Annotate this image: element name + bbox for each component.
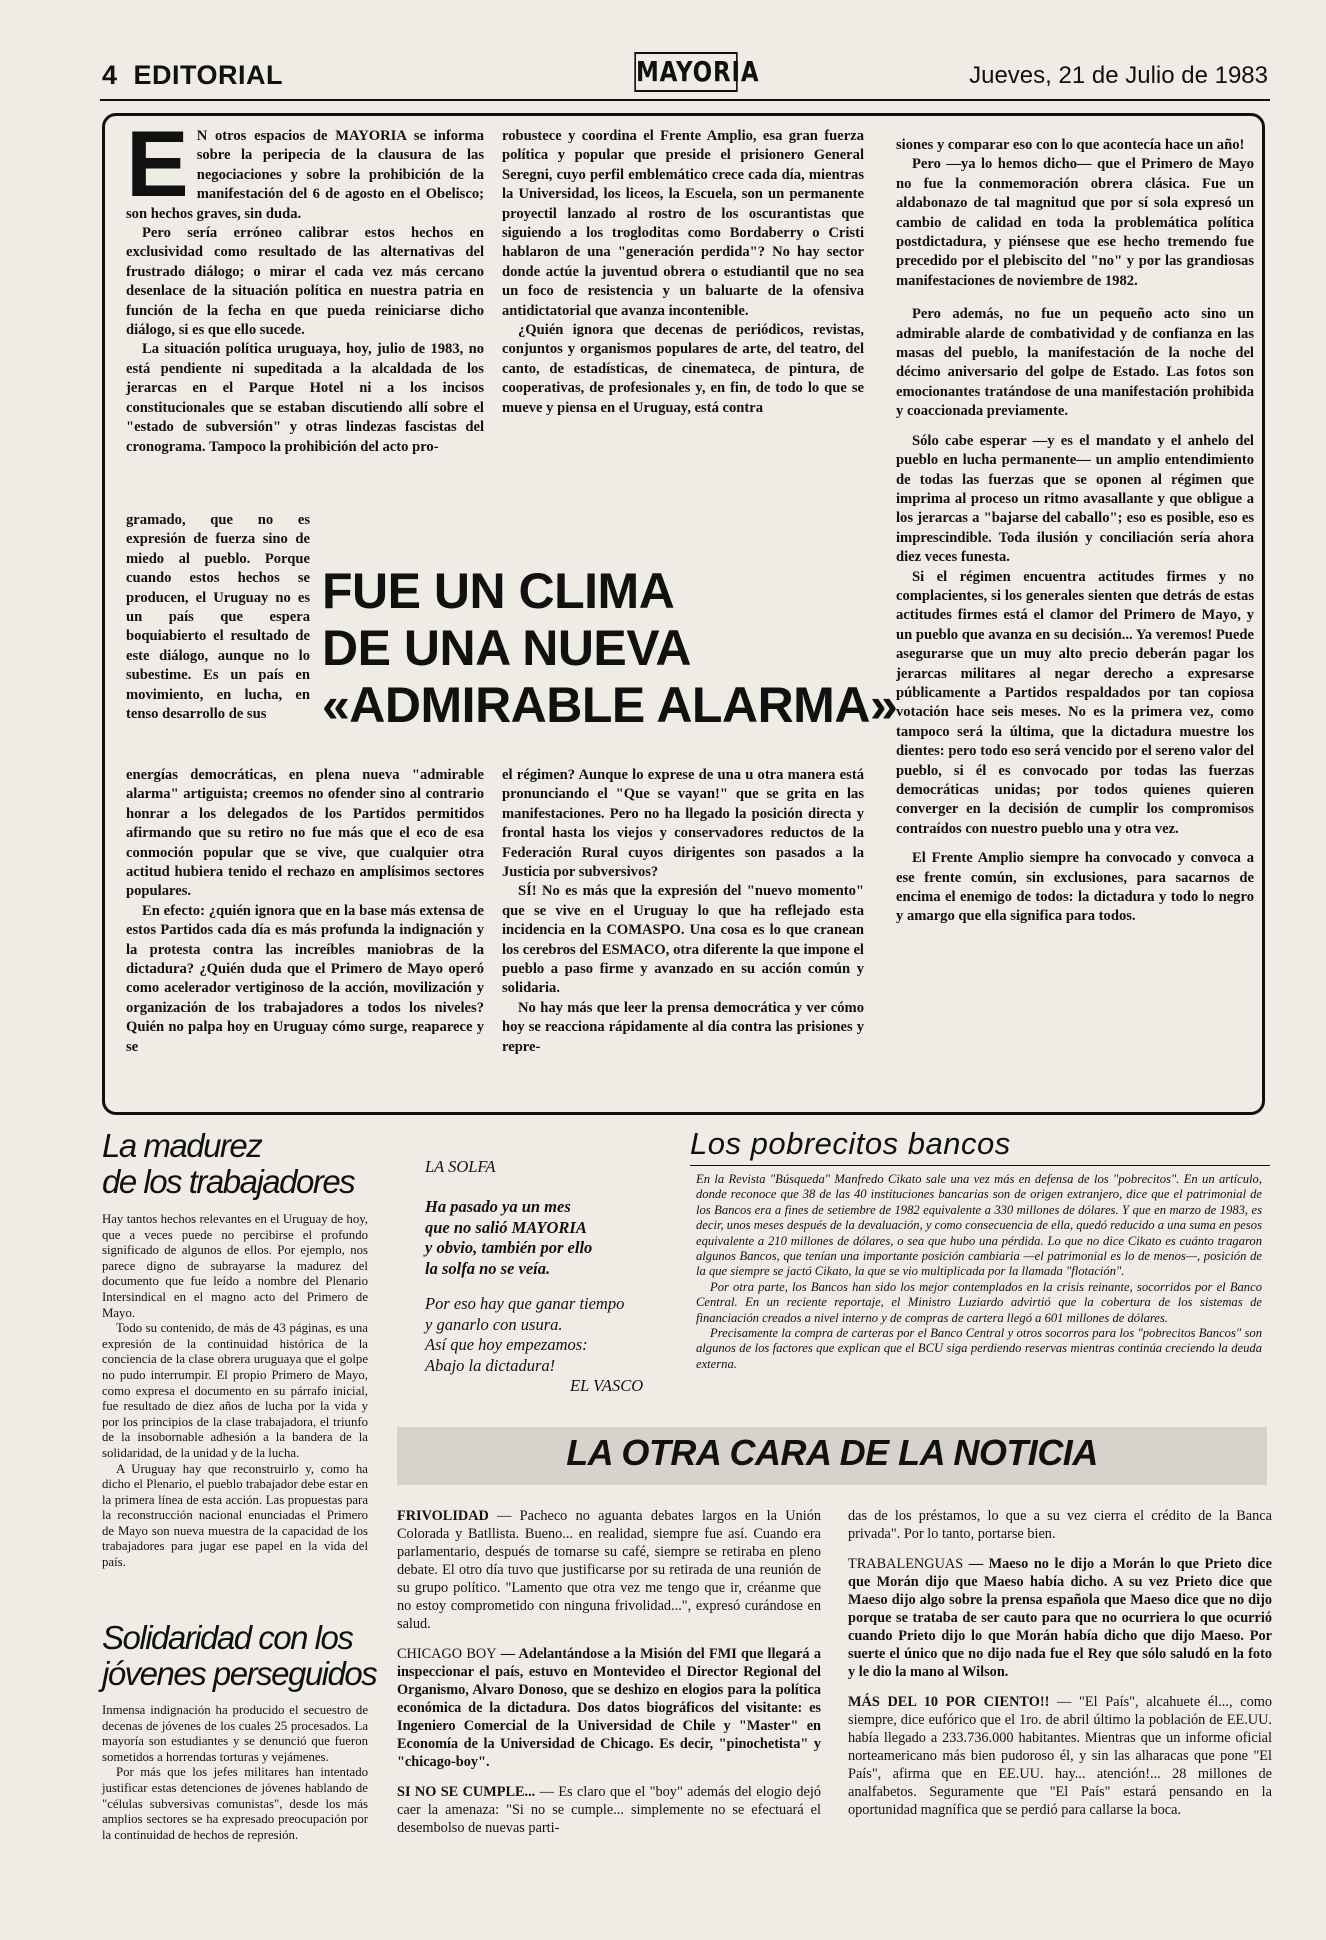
- editorial-paragraph: N otros espacios de MAYORIA se informa sobre la peripecia de la clausura de las negociaciones y sobre la prohibición de la manifestación del 6 de agosto en el Obelisco; son hechos graves, sin duda.: [126, 128, 484, 222]
- bancos-text: [696, 1172, 1262, 1372]
- solidaridad-title: [102, 1620, 376, 1692]
- article-paragraph: Todo su contenido, de más de 43 páginas, es una expresión de la continuidad histórica de la conciencia de la clase obrera uruguaya que el golpe no pudo interrumpir. El propio Primero de Mayo, como expresa el documento en su párrafo inicial, fue resultado de diez años de lucha por la vida y por los principios de la clase trabajadora, el triunfo de la insobornable adhesión a la bandera de la solidaridad, de la unidad y de la lucha.: [102, 1321, 368, 1460]
- editorial-col1-narrow: [126, 511, 310, 724]
- poem-line: Abajo la dictadura!: [425, 1355, 556, 1375]
- title-line: La madurez: [102, 1127, 262, 1164]
- poem-line: y ganarlo con usura.: [425, 1314, 563, 1334]
- editorial-paragraph: robustece y coordina el Frente Amplio, esa gran fuerza política y popular que preside el prisionero General Seregni, cuyo perfil emblemático crece cada día, mientras la Universidad, los liceos, la Escuela, son un permanente proyectil lanzado al rostro de los oscurantistas que siguiendo a los trogloditas como Bordaberry o Cristi hablaron de una "generación perdida"? No hay sector donde actúe la juventud obrera o estudiantil que no sea un foco de resistencia y un baluarte de la ofensiva antidictatorial que avanza incontenible.: [502, 128, 864, 319]
- headline-line: DE UNA NUEVA: [322, 620, 692, 676]
- editorial-paragraph: Sólo cabe esperar —y es el mandato y el anhelo del pueblo en lucha permanente— un amplio entendimiento de todas las fuerzas que se oponen al régimen que imprima al proceso un ritmo avasallante y que obligue a los jerarcas a "bajarse del caballo"; eso es posible, eso es imprescindible. Toda ilusión y conciliación sería ahora diez veces funesta.: [896, 432, 1254, 566]
- editorial-paragraph: ¿Quién ignora que decenas de periódicos, revistas, conjuntos y organismos populares de arte, del teatro, del canto, de estadísticas, de cinemateca, de pintura, de cooperativas, de profesionales y, en fin, de todo lo que se mueve y piensa en el Uruguay, está contra: [502, 322, 864, 416]
- editorial-paragraph: gramado, que no es expresión de fuerza sino de miedo al pueblo. Porque cuando estos hechos se producen, el Uruguay no es un país que espera boquiabierto el resultado de este diálogo, aunque no lo subestime. Es un país en movimiento, en lucha, en tenso desarrollo de sus: [126, 512, 310, 723]
- item-text: — Maeso no le dijo a Morán lo que Prieto dice que Morán dijo que Maeso había dicho. A su vez Prieto dice que Maeso dijo algo sobre la prensa española que Maeso dice que no dijo porque se trataba de ser cauto para que no ocurriera lo que ocurrió cuando Prieto dijo lo que Morán había dicho que dijo Maeso. Por suerte el único que no dijo nada fue el Rey que sólo saludó en la foto y le dio la mano al Wilson.: [848, 1556, 1272, 1680]
- article-paragraph: Inmensa indignación ha producido el secuestro de decenas de jóvenes de los cuales 25 procesados. La mayoría son estudiantes y se denunció que fueron sometidos a horrendas torturas y vejámenes.: [102, 1703, 368, 1764]
- item-keyword: CHICAGO BOY: [397, 1646, 497, 1662]
- news-item-frivolidad: [397, 1507, 821, 1633]
- solidaridad-text: [102, 1703, 368, 1843]
- editorial-paragraph: Pero además, no fue un pequeño acto sino un admirable alarde de combatividad y de confianza en las masas del pueblo, la manifestación de la noche del décimo aniversario del golpe de Estado. Las fotos son emocionantes tratándose de una manifestación prohibida y coaccionada previamente.: [896, 306, 1254, 420]
- item-text: — Es claro que el "boy" además del elogio dejó caer la amenaza: "Si no se cumple... simplemente no se efectuará el desembolso de nuevas parti-: [397, 1784, 821, 1836]
- editorial-paragraph: El Frente Amplio siempre ha convocado y convoca a ese frente común, sin exclusiones, para sacarnos de encima el enemigo de todos: la dictadura y todo lo negro y amargo que ella significa para todos.: [896, 850, 1254, 925]
- solfa-stanza-1: [425, 1197, 592, 1279]
- editorial-paragraph: En efecto: ¿quién ignora que en la base más extensa de estos Partidos cada día es más profunda la indignación y la protesta contra las increíbles maniobras de la dictadura? ¿Quién duda que el Primero de Mayo operó como acelerador vertiginoso de la acción, movilización y organización de los trabajadores a todos los niveles? Quién no palpa hoy en Uruguay cómo surge, reaparece y se: [126, 902, 484, 1055]
- news-item-cumple: [397, 1783, 821, 1837]
- otra-cara-banner: LA OTRA CARA DE LA NOTICIA: [566, 1432, 1098, 1473]
- item-keyword: MÁS DEL 10 POR CIENTO!!: [848, 1694, 1050, 1710]
- solfa-title: LA SOLFA: [425, 1157, 496, 1176]
- editorial-paragraph: siones y comparar eso con lo que acontecía hace un año!: [896, 137, 1245, 153]
- issue-date: Jueves, 21 de Julio de 1983: [969, 62, 1268, 89]
- article-paragraph: En la Revista "Búsqueda" Manfredo Cikato sale una vez más en defensa de los "pobrecitos". En un artículo, donde reconoce que 38 de las 40 instituciones bancarias son de origen extranjero, dice que el patrimonial de los Bancos era a fines de setiembre de 1982 equivalente a 330 millones de dólares. Y que en marzo de 1983, es decir, unos meses después de la devaluación, y como consecuencia de ella, quedó reducido a una suma en pesos equivalente a 210 millones de dólares, o sea que hubo una pérdida. Lo que no dice Cikato es cuánto tragaron algunos Bancos, que tenían una importante posición cambiaria —el patrimonial es lo de menos—, posición de la que siempre se jactó Cikato, la que se vio multiplicada por la llamada "flotación".: [696, 1172, 1262, 1279]
- poem-line: Así que hoy empezamos:: [425, 1335, 588, 1354]
- headline-line: FUE UN CLIMA: [322, 563, 675, 619]
- editorial-paragraph: el régimen? Aunque lo exprese de una u otra manera está pronunciando el "Que se vayan!" que se grita en las manifestaciones. Pero no ha llegado la posición directa y frontal hasta los viejos y conservadores reductos de la Federación Rural cuyos dirigentes son pasados a la Justicia por subversivos?: [502, 767, 864, 881]
- headline-line: «ADMIRABLE ALARMA»: [322, 677, 898, 733]
- otra-cara-col1: [397, 1507, 821, 1849]
- editorial-col1-top: [126, 111, 484, 457]
- editorial-col2-bottom: [502, 766, 864, 1057]
- madurez-text: [102, 1212, 368, 1571]
- poem-line: y obvio, también por ello: [425, 1238, 593, 1257]
- item-keyword: SI NO SE CUMPLE...: [397, 1784, 536, 1800]
- item-text: — Pacheco no aguanta debates largos en la Unión Colorada y Batllista. Bueno... en realidad, siempre fue así. Cuando era parlamentario, después de tomarse su café, siempre se retiraba en pleno debate. El otro día tuvo que justificarse por su retirada de una reunión de su grupo político. "Lamento que otra vez me tengo que ir, créanme que no estoy comprometido con ninguna frivolidad...", expresó curándose en salud.: [397, 1508, 821, 1632]
- madurez-title: [102, 1128, 354, 1200]
- editorial-paragraph: Pero sería erróneo calibrar estos hechos en exclusividad como resultado de las alternativas del frustrado diálogo; o mirar el cada vez más cercano desenlace de la situación política en nuestra patria en función de la fecha en que pueda reiniciarse dicho diálogo, si es que ello sucede.: [126, 225, 484, 339]
- editorial-headline: [322, 563, 897, 734]
- article-paragraph: Precisamente la compra de carteras por el Banco Central y otros socorros para los "pobrecitos Bancos" son algunos de los factores que explican que el BCU siga perdiendo reservas mientras continúa creciendo la deuda externa.: [696, 1326, 1262, 1371]
- otra-cara-col2: [848, 1507, 1272, 1831]
- article-paragraph: Hay tantos hechos relevantes en el Uruguay de hoy, que a veces puede no percibirse el profundo significado de algunos de ellos. Por ejemplo, nos parece digno de subrayarse la madurez del documento que fue leído a nombre del Plenario Intersindical en el magno acto del Primero de Mayo.: [102, 1212, 368, 1320]
- editorial-col1-bottom: [126, 766, 484, 1057]
- article-paragraph: Por más que los jefes militares han intentado justificar estas detenciones de jóvenes hablando de "células subversivas comunistas", desde los más amplios sectores se ha expresado preocupación por la continuidad de hechos de represión.: [102, 1765, 368, 1842]
- bancos-rule: [690, 1165, 1270, 1166]
- news-item-diez-por-ciento: [848, 1693, 1272, 1819]
- title-line: jóvenes perseguidos: [102, 1655, 377, 1692]
- news-item-chicago: [397, 1645, 821, 1771]
- news-item-trabalenguas: [848, 1555, 1272, 1681]
- item-continuation: das de los préstamos, lo que a su vez cierra el crédito de la Banca privada". Por lo tanto, portarse bien.: [848, 1508, 1272, 1542]
- article-paragraph: A Uruguay hay que reconstruirlo y, como ha dicho el Plenario, el pueblo trabajador debe estar en la primera línea de esta acción. Las propuestas para la reconstrucción nacional enunciadas el Primero de Mayo son nueva muestra de la capacidad de los trabajadores para jugar ese papel en la vida del país.: [102, 1461, 368, 1570]
- editorial-paragraph: La situación política uruguaya, hoy, julio de 1983, no está pendiente ni supeditada a la alcaldada de los jerarcas en el Parque Hotel ni a los incisos constitucionales que se estaban discutiendo allí sobre el "estado de subversión" y otras lindezas fascistas del cronograma. Tampoco la prohibición del acto pro-: [126, 341, 484, 455]
- item-text: — "El País", alcahuete él..., como siempre, dice eufórico que el 1ro. de abril último la población de EE.UU. había llegado a 233.736.000 habitantes. Mientras que un informe oficial norteamericano más bien pudoroso él, y sin las alharacas que pone "El País", afirma que en EE.UU. hay... atención!... 28 millones de analfabetos. Seguramente que "El País" estará pensando en la oportunidad magnífica que se perdió para callarse la boca.: [848, 1694, 1272, 1818]
- section-name: EDITORIAL: [133, 60, 284, 90]
- page-number: 4: [102, 60, 118, 90]
- bancos-title: Los pobrecitos bancos: [690, 1126, 1011, 1161]
- item-keyword: TRABALENGUAS: [848, 1556, 964, 1572]
- page-header-left: [102, 60, 283, 91]
- item-text: — Adelantándose a la Misión del FMI que llegará a inspeccionar el país, estuvo en Montevideo el Director Regional del Organismo, Alvaro Donoso, que se deshizo en elogios para la política económica de la dictadura. Dos datos biográficos del visitante: es Ingeniero Comercial de la Universidad de Chile y "Master" en Economía de la Universidad de Chicago. Es decir, "pinochetista" y "chicago-boy".: [397, 1646, 821, 1770]
- title-line: Solidaridad con los: [102, 1619, 353, 1656]
- poem-line: Por eso hay que ganar tiempo: [425, 1294, 625, 1313]
- drop-cap: E: [126, 111, 189, 216]
- article-paragraph: Por otra parte, los Bancos han sido los mejor contemplados en la crisis reinante, socorridos por el Banco Central. En un reciente reportaje, el Ministro Luziardo advirtió que la cobertura de los sistemas de financiación creados a nivel interno y de compras de cartera llegó a 601 millones de dólares.: [696, 1279, 1262, 1325]
- editorial-paragraph: Si el régimen encuentra actitudes firmes y no complacientes, si los generales sienten que detrás de estas actitudes firmes está el clamor del Primero de Mayo, y un pueblo que avanza en su decisión... Ya veremos! Puede asegurarse que un muy alto precio deberán pagar los jerarcas militares al negar derecho a expresarse públicamente a Partidos respaldados por tan copiosa votación hace seis meses. No es la primera vez, como tampoco será la última, que la dictadura muestre los dientes: pero todo eso será vencido por el sereno valor del pueblo, si él es convocado por todas las fuerzas democráticas unidas; por todos quienes quieren converger en la decisión de cumplir los compromisos contraídos con nuestro pueblo una y otra vez.: [896, 568, 1254, 837]
- poem-line: Ha pasado ya un mes: [425, 1197, 571, 1216]
- title-line: de los trabajadores: [102, 1163, 355, 1200]
- masthead-logo: MAYORIA: [634, 52, 737, 92]
- item-keyword: FRIVOLIDAD: [397, 1508, 489, 1524]
- editorial-paragraph: energías democráticas, en plena nueva "admirable alarma" artiguista; creemos no ofender sino al contrario honrar a los delegados de los Partidos permitidos afirmando que su retiro no fue más que el eco de esa conmoción popular que se vive, que cualquier otra actitud hubiera tenido el rechazo en amplísimos sectores populares.: [126, 767, 484, 900]
- poem-line: que no salió MAYORIA: [425, 1217, 587, 1237]
- editorial-col2-top: [502, 127, 864, 418]
- editorial-col3: [896, 136, 1254, 927]
- solfa-signature: EL VASCO: [570, 1376, 644, 1395]
- editorial-paragraph: Pero —ya lo hemos dicho— que el Primero de Mayo no fue la conmemoración obrera clásica. Fue un aldabonazo de tal magnitud que por sí sola expresó un cambio de calidad en toda la problemática política postdictadura, y piénsese que ese hecho tremendo fue precedido por el plebiscito del "no" y por las grandiosas manifestaciones de noviembre de 1982.: [896, 156, 1254, 289]
- editorial-paragraph: No hay más que leer la prensa democrática y ver cómo hoy se reacciona rápidamente al día contra las prisiones y repre-: [502, 999, 864, 1055]
- header-rule: [100, 99, 1270, 101]
- solfa-stanza-2: [425, 1294, 624, 1376]
- editorial-paragraph: SÍ! No es más que la expresión del "nuevo momento" que se vive en el Uruguay lo que ha reflejado esta incidencia en la COMASPO. Una cosa es lo que cranean los cerebros del ESMACO, otra diferente la que impone el pueblo a paso firme y avanzado en su acción común y solidaria.: [502, 883, 864, 997]
- poem-line: la solfa no se veía.: [425, 1258, 551, 1278]
